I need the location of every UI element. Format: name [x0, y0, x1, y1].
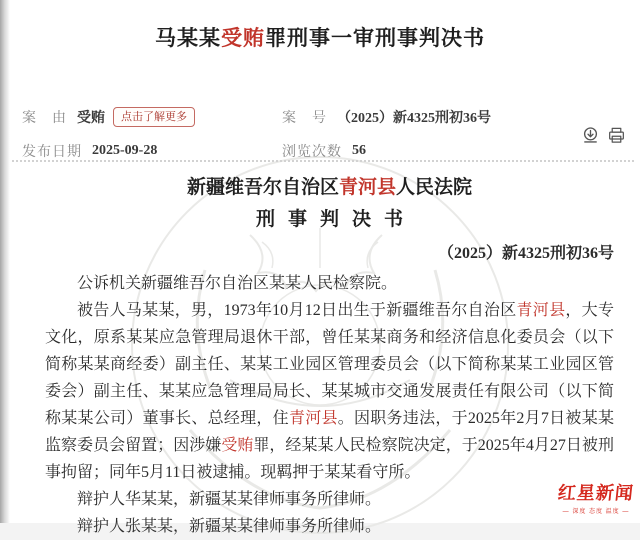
text-segment: ，大专文化，原系某某应急管理局退休干部，曾任某某商务和经济信息化委员会（以下简称某某商经委）副主任、某某工业园区管理委员会（以下简称某某工业园区管委会）副主任、某某应急管理局局长、某某城市交通发展责任有限公司（以下简称某某公司）董事长、总经理，住 — [45, 302, 614, 427]
paragraph-defender-2 — [45, 513, 614, 540]
news-logo-tagline: — 深度 态度 温度 — — [562, 509, 630, 515]
highlight-keyword: 青河县 — [338, 177, 396, 198]
case-cause-label: 案 由 — [22, 110, 67, 126]
paragraph-prosecution — [45, 270, 614, 297]
court-name — [45, 172, 614, 199]
judgment-paragraphs — [45, 270, 614, 540]
text-segment: 被告人马某某，男，1973年10月12日出生于新疆维吾尔自治区 — [77, 302, 517, 319]
news-logo-text: 红星新闻 — [556, 483, 635, 503]
text-segment: 罪刑事一审刑事判决书 — [265, 26, 485, 50]
dotted-divider — [8, 160, 634, 162]
publish-date-cell — [22, 141, 282, 161]
text-segment: 新疆维吾尔自治区 — [186, 177, 339, 198]
meta-row-1 — [22, 100, 618, 134]
view-count-cell — [282, 141, 618, 161]
print-icon[interactable] — [607, 126, 626, 145]
learn-more-button[interactable]: 点击了解更多 — [113, 107, 195, 127]
meta-row-2 — [22, 134, 618, 168]
case-meta-panel — [22, 100, 618, 168]
case-number-value: （2025）新4325刑初36号 — [337, 111, 491, 126]
text-segment: 公诉机关新疆维吾尔自治区某某人民检察院。 — [77, 275, 398, 292]
highlight-keyword: 青河县 — [288, 410, 338, 427]
text-segment: 马某某 — [155, 26, 221, 50]
paragraph-defender-1 — [45, 486, 614, 513]
page-title — [0, 22, 640, 52]
judgment-body — [45, 172, 614, 540]
text-segment: 人民法院 — [396, 177, 473, 198]
highlight-keyword: 青河县 — [516, 302, 566, 319]
case-number-label: 案 号 — [282, 111, 327, 126]
case-cause-value: 受贿 — [77, 110, 105, 126]
page-edge-shadow — [0, 0, 10, 523]
publish-date-label: 发布日期 — [22, 145, 82, 160]
paragraph-defendant — [45, 297, 614, 486]
text-segment: 罪，经某某人民检察院决定，于2025年4月27日被刑事拘留；同年5月11日被逮捕。现羁押于某某看守所。 — [45, 437, 614, 481]
document-actions — [581, 126, 626, 145]
case-number-cell — [282, 107, 618, 127]
text-segment: 。因职务违法，于2025年2月7日被某某监察委员会留置；因涉嫌 — [45, 410, 614, 454]
publish-date-value: 2025-09-28 — [92, 143, 158, 158]
text-segment: 辩护人张某某，新疆某某律师事务所律师。 — [77, 518, 382, 535]
case-cause-cell — [22, 107, 282, 127]
view-count-label: 浏览次数 — [282, 145, 342, 160]
news-logo — [558, 479, 634, 515]
document-type-heading: 刑事判决书 — [255, 209, 416, 230]
view-count-value: 56 — [352, 143, 366, 158]
highlight-keyword: 受贿 — [221, 437, 254, 454]
download-icon[interactable] — [581, 126, 600, 145]
text-segment: 辩护人华某某，新疆某某律师事务所律师。 — [77, 491, 382, 508]
document-case-number: （2025）新4325刑初36号 — [437, 245, 614, 262]
highlight-keyword: 受贿 — [221, 26, 265, 50]
